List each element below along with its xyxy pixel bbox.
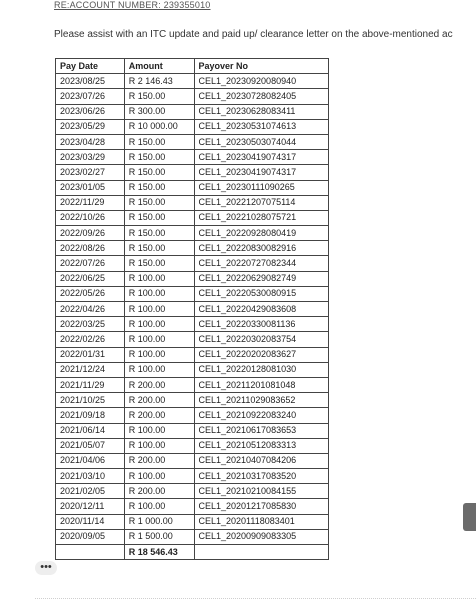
cell-pay-date: 2022/11/29	[56, 195, 125, 210]
header-payover-no: Payover No	[194, 59, 329, 74]
side-panel-tab[interactable]	[463, 503, 476, 531]
table-row	[56, 104, 329, 119]
cell-pay-date: 2022/08/26	[56, 241, 125, 256]
table-row	[56, 195, 329, 210]
cell-payover-no: CEL1_20220429083608	[194, 302, 329, 317]
cell-amount: R 100.00	[124, 469, 194, 484]
cell-pay-date: 2023/05/29	[56, 119, 125, 134]
table-row	[56, 529, 329, 544]
cell-pay-date: 2023/07/26	[56, 89, 125, 104]
cell-pay-date: 2022/10/26	[56, 210, 125, 225]
cell-payover-no: CEL1_20230419074317	[194, 165, 329, 180]
cell-pay-date: 2023/08/25	[56, 74, 125, 89]
cell-amount: R 200.00	[124, 484, 194, 499]
cell-amount: R 100.00	[124, 499, 194, 514]
cell-amount: R 150.00	[124, 165, 194, 180]
cell-payover-no: CEL1_20210407084206	[194, 453, 329, 468]
cell-payover-no: CEL1_20220629082749	[194, 271, 329, 286]
cell-amount: R 1 000.00	[124, 514, 194, 529]
table-row	[56, 256, 329, 271]
cell-payover-no: CEL1_20210317083520	[194, 469, 329, 484]
cell-payover-no: CEL1_20230728082405	[194, 89, 329, 104]
table-row	[56, 332, 329, 347]
cell-payover-no: CEL1_20210210084155	[194, 484, 329, 499]
cell-payover-no: CEL1_20211029083652	[194, 393, 329, 408]
table-row	[56, 514, 329, 529]
show-trimmed-content-button[interactable]: •••	[35, 561, 57, 575]
cell-amount: R 100.00	[124, 271, 194, 286]
table-row	[56, 438, 329, 453]
table-row	[56, 393, 329, 408]
header-amount: Amount	[124, 59, 194, 74]
cell-payover-no: CEL1_20210512083313	[194, 438, 329, 453]
cell-amount: R 100.00	[124, 302, 194, 317]
cell-amount: R 2 146.43	[124, 74, 194, 89]
table-row	[56, 423, 329, 438]
cell-amount: R 100.00	[124, 347, 194, 362]
cell-pay-date: 2022/03/25	[56, 317, 125, 332]
table-row	[56, 150, 329, 165]
table-row	[56, 286, 329, 301]
table-row	[56, 347, 329, 362]
cell-pay-date: 2021/03/10	[56, 469, 125, 484]
cell-amount: R 200.00	[124, 377, 194, 392]
table-header-row	[56, 59, 329, 74]
cell-payover-no: CEL1_20230531074613	[194, 119, 329, 134]
cell-amount: R 150.00	[124, 134, 194, 149]
cell-payover-no: CEL1_20220928080419	[194, 226, 329, 241]
cell-pay-date: 2022/07/26	[56, 256, 125, 271]
cell-pay-date: 2022/02/26	[56, 332, 125, 347]
cell-pay-date: 2021/02/05	[56, 484, 125, 499]
cell-pay-date: 2022/09/26	[56, 226, 125, 241]
table-row	[56, 241, 329, 256]
cell-pay-date: 2023/03/29	[56, 150, 125, 165]
cell-amount: R 100.00	[124, 317, 194, 332]
cell-payover-no: CEL1_20221207075114	[194, 195, 329, 210]
cell-amount: R 200.00	[124, 408, 194, 423]
cell-empty	[56, 545, 125, 560]
cell-amount: R 150.00	[124, 150, 194, 165]
cell-payover-no: CEL1_20230503074044	[194, 134, 329, 149]
cell-payover-no: CEL1_20220830082916	[194, 241, 329, 256]
cell-payover-no: CEL1_20201118083401	[194, 514, 329, 529]
cell-pay-date: 2021/05/07	[56, 438, 125, 453]
cell-amount: R 150.00	[124, 195, 194, 210]
cell-pay-date: 2023/01/05	[56, 180, 125, 195]
cell-payover-no: CEL1_20220727082344	[194, 256, 329, 271]
cell-payover-no: CEL1_20220302083754	[194, 332, 329, 347]
cell-amount: R 150.00	[124, 180, 194, 195]
table-row	[56, 484, 329, 499]
cell-pay-date: 2022/05/26	[56, 286, 125, 301]
cell-payover-no: CEL1_20230628083411	[194, 104, 329, 119]
cell-payover-no: CEL1_20220128081030	[194, 362, 329, 377]
cell-amount: R 150.00	[124, 226, 194, 241]
table-row	[56, 408, 329, 423]
table-row	[56, 134, 329, 149]
table-row	[56, 362, 329, 377]
cell-amount: R 150.00	[124, 89, 194, 104]
cell-pay-date: 2022/06/25	[56, 271, 125, 286]
cell-pay-date: 2021/12/24	[56, 362, 125, 377]
cell-pay-date: 2020/12/11	[56, 499, 125, 514]
header-pay-date: Pay Date	[56, 59, 125, 74]
table-row	[56, 226, 329, 241]
cell-amount: R 100.00	[124, 286, 194, 301]
table-row	[56, 469, 329, 484]
table-row	[56, 317, 329, 332]
cell-payover-no: CEL1_20220202083627	[194, 347, 329, 362]
cell-amount: R 100.00	[124, 362, 194, 377]
cell-payover-no: CEL1_20221028075721	[194, 210, 329, 225]
cell-payover-no: CEL1_20200909083305	[194, 529, 329, 544]
table-row	[56, 119, 329, 134]
cell-pay-date: 2021/06/14	[56, 423, 125, 438]
cell-payover-no: CEL1_20230920080940	[194, 74, 329, 89]
cell-pay-date: 2023/04/28	[56, 134, 125, 149]
cell-amount: R 300.00	[124, 104, 194, 119]
table-row	[56, 89, 329, 104]
payments-table	[55, 58, 329, 560]
table-row	[56, 74, 329, 89]
cell-amount: R 150.00	[124, 241, 194, 256]
cell-payover-no: CEL1_20230419074317	[194, 150, 329, 165]
table-row	[56, 499, 329, 514]
account-number-line: RE:ACCOUNT NUMBER: 239355010	[54, 0, 211, 10]
cell-amount: R 1 500.00	[124, 529, 194, 544]
cell-payover-no: CEL1_20201217085830	[194, 499, 329, 514]
cell-payover-no: CEL1_20220330081136	[194, 317, 329, 332]
cell-amount: R 100.00	[124, 423, 194, 438]
divider	[35, 598, 476, 599]
cell-pay-date: 2023/02/27	[56, 165, 125, 180]
table-row	[56, 165, 329, 180]
table-total-row	[56, 545, 329, 560]
cell-empty	[194, 545, 329, 560]
table-row	[56, 271, 329, 286]
cell-pay-date: 2022/04/26	[56, 302, 125, 317]
cell-amount: R 100.00	[124, 438, 194, 453]
cell-pay-date: 2021/04/06	[56, 453, 125, 468]
intro-text: Please assist with an ITC update and paid up/ clearance letter on the above-mentioned ac	[54, 29, 453, 40]
cell-payover-no: CEL1_20211201081048	[194, 377, 329, 392]
cell-amount: R 10 000.00	[124, 119, 194, 134]
cell-amount: R 150.00	[124, 210, 194, 225]
cell-pay-date: 2020/09/05	[56, 529, 125, 544]
cell-pay-date: 2021/11/29	[56, 377, 125, 392]
total-amount: R 18 546.43	[124, 545, 194, 560]
cell-amount: R 100.00	[124, 332, 194, 347]
table-row	[56, 210, 329, 225]
cell-pay-date: 2021/10/25	[56, 393, 125, 408]
cell-payover-no: CEL1_20210617083653	[194, 423, 329, 438]
cell-pay-date: 2022/01/31	[56, 347, 125, 362]
table-row	[56, 302, 329, 317]
cell-pay-date: 2021/09/18	[56, 408, 125, 423]
table-row	[56, 180, 329, 195]
cell-payover-no: CEL1_20220530080915	[194, 286, 329, 301]
cell-amount: R 200.00	[124, 453, 194, 468]
cell-payover-no: CEL1_20210922083240	[194, 408, 329, 423]
cell-pay-date: 2020/11/14	[56, 514, 125, 529]
table-row	[56, 453, 329, 468]
cell-payover-no: CEL1_20230111090265	[194, 180, 329, 195]
cell-pay-date: 2023/06/26	[56, 104, 125, 119]
cell-amount: R 150.00	[124, 256, 194, 271]
cell-amount: R 200.00	[124, 393, 194, 408]
table-row	[56, 377, 329, 392]
